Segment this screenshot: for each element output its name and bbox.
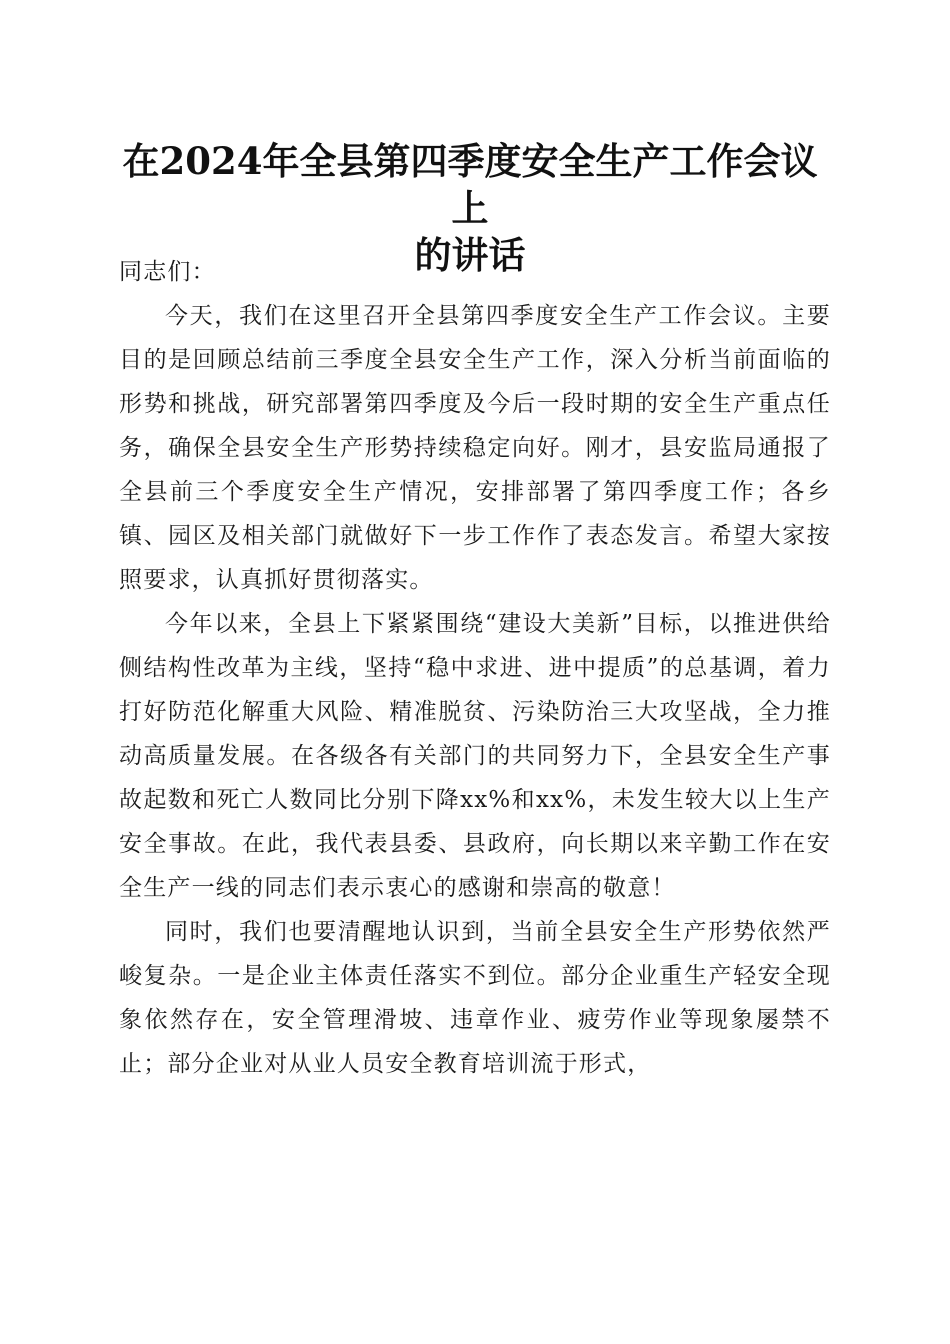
greeting: 同志们： bbox=[119, 259, 216, 285]
paragraph-3: 同时，我们也要清醒地认识到，当前全县安全生产形势依然严峻复杂。一是企业主体责任落实不到位。部分企业重生产轻安全现象依然存在，安全管理滑坡、违章作业、疲劳作业等现象屡禁不止；部分企业对从业人员安全教育培训流于形式， bbox=[119, 919, 831, 1077]
title-line-1: 在2024年全县第四季度安全生产工作会议上 bbox=[122, 139, 818, 230]
title-line-2: 的讲话 bbox=[414, 233, 526, 277]
document-body bbox=[119, 250, 831, 1086]
paragraph-1: 今天，我们在这里召开全县第四季度安全生产工作会议。主要目的是回顾总结前三季度全县安全生产工作，深入分析当前面临的形势和挑战，研究部署第四季度及今后一段时期的安全生产重点任务，确保全县安全生产形势持续稳定向好。刚才，县安监局通报了全县前三个季度安全生产情况，安排部署了第四季度工作；各乡镇、园区及相关部门就做好下一步工作作了表态发言。希望大家按照要求，认真抓好贯彻落实。 bbox=[119, 303, 831, 593]
paragraph-2: 今年以来，全县上下紧紧围绕“建设大美新”目标，以推进供给侧结构性改革为主线，坚持“稳中求进、进中提质”的总基调，着力打好防范化解重大风险、精准脱贫、污染防治三大攻坚战，全力推动高质量发展。在各级各有关部门的共同努力下，全县安全生产事故起数和死亡人数同比分别下降xx%和xx%，未发生较大以上生产安全事故。在此，我代表县委、县政府，向长期以来辛勤工作在安全生产一线的同志们表示衷心的感谢和崇高的敬意！ bbox=[119, 611, 831, 901]
